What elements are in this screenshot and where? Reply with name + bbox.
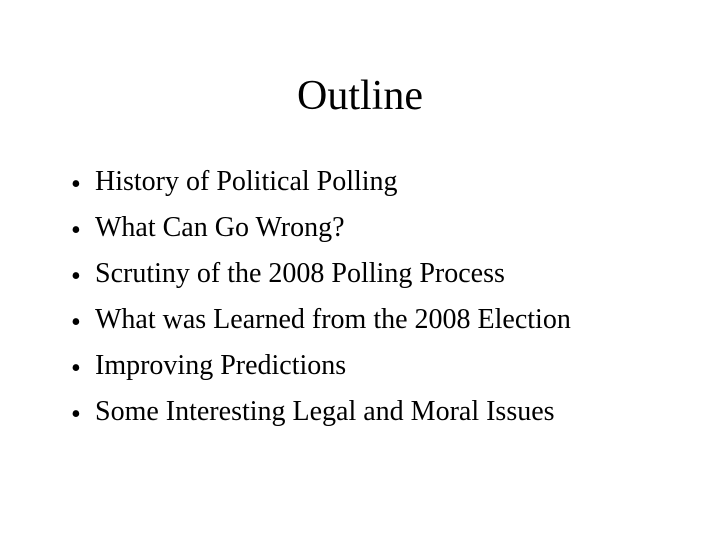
bullet-item bbox=[0, 300, 720, 346]
bullet-icon: • bbox=[71, 353, 81, 384]
bullet-icon: • bbox=[71, 307, 81, 338]
bullet-icon: • bbox=[71, 169, 81, 200]
bullet-item bbox=[0, 346, 720, 392]
bullet-text: Some Interesting Legal and Moral Issues bbox=[95, 396, 555, 427]
bullet-item bbox=[0, 208, 720, 254]
slide-title: Outline bbox=[297, 73, 423, 119]
bullet-icon: • bbox=[71, 215, 81, 246]
bullet-text: Improving Predictions bbox=[95, 350, 347, 381]
bullet-list bbox=[0, 162, 720, 438]
bullet-icon: • bbox=[71, 261, 81, 292]
bullet-item bbox=[0, 254, 720, 300]
bullet-icon: • bbox=[71, 399, 81, 430]
bullet-item bbox=[0, 162, 720, 208]
bullet-item bbox=[0, 392, 720, 438]
bullet-text: History of Political Polling bbox=[95, 166, 398, 197]
bullet-text: What Can Go Wrong? bbox=[95, 212, 345, 243]
bullet-text: Scrutiny of the 2008 Polling Process bbox=[95, 258, 505, 289]
bullet-text: What was Learned from the 2008 Election bbox=[95, 304, 571, 335]
